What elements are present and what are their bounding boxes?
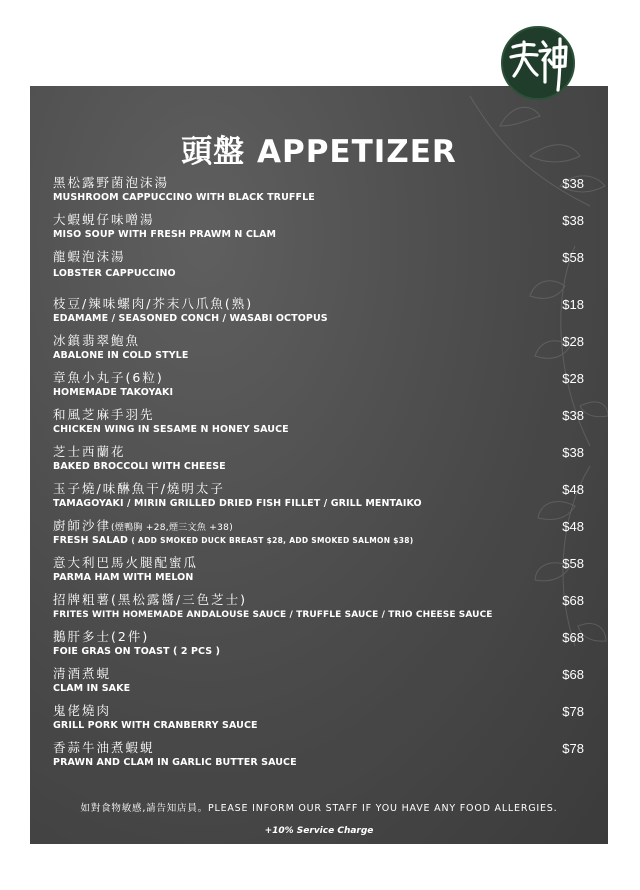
item-name-zh: 鵝肝多士(2件) — [53, 629, 150, 644]
allergy-notice: 如對食物敏感,請告知店員。PLEASE INFORM OUR STAFF IF YOU HAVE ANY FOOD ALLERGIES. — [80, 803, 558, 814]
item-price: $38 — [562, 408, 584, 423]
item-name-en-main: FRESH SALAD — [53, 535, 128, 546]
item-name-en: CHICKEN WING IN SESAME N HONEY SAUCE — [53, 424, 289, 435]
item-name-en: MUSHROOM CAPPUCCINO WITH BLACK TRUFFLE — [53, 192, 315, 203]
item-name-en: PRAWN AND CLAM IN GARLIC BUTTER SAUCE — [53, 757, 297, 768]
item-price: $58 — [562, 556, 584, 571]
item-name-en: HOMEMADE TAKOYAKI — [53, 387, 174, 398]
item-price: $38 — [562, 445, 584, 460]
item-price: $48 — [562, 482, 584, 497]
item-price: $68 — [562, 667, 584, 682]
item-name-zh: 冰鎮翡翠鮑魚 — [53, 333, 141, 348]
item-note-zh: (煙鴨胸 +28,煙三文魚 +38) — [111, 523, 234, 533]
menu-item — [53, 370, 584, 402]
menu-item — [53, 740, 584, 772]
item-name-zh: 龍蝦泡沫湯 — [53, 249, 126, 264]
menu-item — [53, 407, 584, 439]
page-title: 頭盤 APPETIZER — [181, 134, 457, 170]
brand-logo — [501, 26, 575, 100]
menu-item — [53, 629, 584, 661]
item-price: $38 — [562, 176, 584, 191]
item-name-en — [53, 535, 414, 547]
item-name-en: GRILL PORK WITH CRANBERRY SAUCE — [53, 720, 258, 731]
item-name-zh: 和風芝麻手羽先 — [53, 407, 155, 422]
item-price: $28 — [562, 334, 584, 349]
item-name-en: FRITES WITH HOMEMADE ANDALOUSE SAUCE / TRUFFLE SAUCE / TRIO CHEESE SAUCE — [53, 610, 493, 620]
item-name-zh-main: 廚師沙律 — [53, 518, 112, 533]
menu-item — [53, 333, 584, 365]
item-name-en: TAMAGOYAKI / MIRIN GRILLED DRIED FISH FILLET / GRILL MENTAIKO — [53, 498, 422, 509]
item-name-en: BAKED BROCCOLI WITH CHEESE — [53, 461, 226, 472]
item-name-en: MISO SOUP WITH FRESH PRAWM N CLAM — [53, 229, 277, 240]
item-name-zh: 香蒜牛油煮蝦蜆 — [53, 740, 155, 755]
menu-list — [30, 86, 608, 844]
menu-item — [53, 592, 584, 624]
item-price: $18 — [562, 297, 584, 312]
item-name-zh: 玉子燒/味醂魚干/燒明太子 — [53, 481, 225, 496]
item-name-zh: 意大利巴馬火腿配蜜瓜 — [53, 555, 199, 570]
logo-calligraphy — [503, 28, 573, 98]
menu-item — [53, 518, 584, 550]
item-name-en: CLAM IN SAKE — [53, 683, 131, 694]
menu-item — [53, 481, 584, 513]
item-name-en: FOIE GRAS ON TOAST ( 2 PCS ) — [53, 646, 221, 657]
item-name-zh: 大蝦蜆仔味噌湯 — [53, 212, 155, 227]
item-name-zh — [53, 518, 233, 536]
item-name-zh: 招牌粗薯(黑松露醬/三色芝士) — [53, 592, 247, 607]
item-name-en: LOBSTER CAPPUCCINO — [53, 268, 176, 279]
item-name-en: ABALONE IN COLD STYLE — [53, 350, 189, 361]
menu-item — [53, 555, 584, 587]
item-name-zh: 黑松露野菌泡沫湯 — [53, 175, 170, 190]
menu-item — [53, 444, 584, 476]
menu-item — [53, 249, 584, 281]
item-note-en: ( ADD SMOKED DUCK BREAST $28, ADD SMOKED SALMON $38) — [131, 536, 414, 545]
item-name-zh: 芝士西蘭花 — [53, 444, 126, 459]
item-name-en: EDAMAME / SEASONED CONCH / WASABI OCTOPUS — [53, 313, 328, 324]
menu-item — [53, 175, 584, 207]
item-name-zh: 枝豆/辣味螺肉/芥末八爪魚(熟) — [53, 296, 254, 311]
item-price: $28 — [562, 371, 584, 386]
item-name-en: PARMA HAM WITH MELON — [53, 572, 194, 583]
item-price: $48 — [562, 519, 584, 534]
item-price: $58 — [562, 250, 584, 265]
item-price: $38 — [562, 213, 584, 228]
item-price: $78 — [562, 704, 584, 719]
service-charge: +10% Service Charge — [264, 826, 374, 836]
menu-item — [53, 703, 584, 735]
item-price: $68 — [562, 630, 584, 645]
menu-item — [53, 212, 584, 244]
item-price: $68 — [562, 593, 584, 608]
menu-item — [53, 666, 584, 698]
item-price: $78 — [562, 741, 584, 756]
item-name-zh: 章魚小丸子(6粒) — [53, 370, 164, 385]
item-name-zh: 鬼佬燒肉 — [53, 703, 112, 718]
item-name-zh: 清酒煮蜆 — [53, 666, 112, 681]
menu-item — [53, 296, 584, 328]
menu-board — [30, 86, 608, 844]
